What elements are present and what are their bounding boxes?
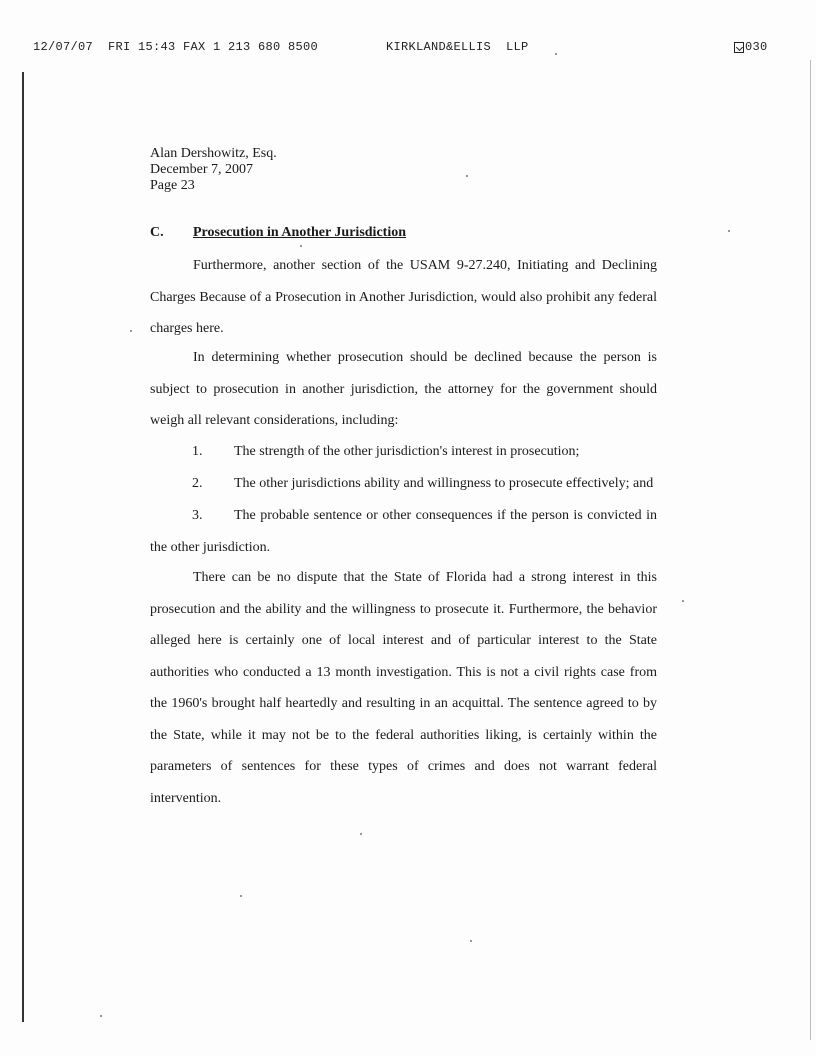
fax-page-counter <box>734 40 768 54</box>
body-paragraph: In determining whether prosecution should be declined because the person is subject to prosecution in another jurisdiction, the attorney for the government should weigh all relevant considerations, including: <box>150 350 657 428</box>
scan-edge-line <box>22 72 24 1022</box>
list-number: 3. <box>192 508 203 523</box>
letter-addressee-block <box>150 146 277 194</box>
fax-transmission-line: 12/07/07 FRI 15:43 FAX 1 213 680 8500 <box>33 40 319 54</box>
section-letter: C. <box>150 225 164 240</box>
fax-header <box>0 40 816 56</box>
scan-speck <box>240 895 242 897</box>
addressee-name: Alan Dershowitz, Esq. <box>150 146 277 161</box>
fax-page-icon <box>734 42 744 53</box>
list-text: The probable sentence or other consequences if the person is convicted in the other jurisdiction. <box>150 508 657 555</box>
list-item <box>192 436 658 468</box>
list-number: 2. <box>192 476 203 491</box>
body-paragraph: There can be no dispute that the State of Florida had a strong interest in this prosecution and the ability and the willingness to prosecute it. Furthermore, the behavior alleged here is certainly one of local interest and of particular interest to the State authorities who conducted a 13 month investigation. This is not a civil rights case from the 1960's brought half heartedly and resulting in an acquittal. The sentence agreed to by the State, while it may not be to the federal authorities liking, is certainly within the parameters of sentences for these types of crimes and does not warrant federal intervention. <box>150 570 657 806</box>
scan-speck <box>728 230 730 232</box>
section-heading <box>150 225 406 241</box>
list-item <box>150 500 657 563</box>
scan-speck <box>360 833 362 835</box>
list-item <box>192 468 658 500</box>
fax-sender-firm: KIRKLAND&ELLIS LLP <box>386 40 529 54</box>
scan-speck <box>555 53 557 55</box>
page-reference: Page 23 <box>150 178 195 193</box>
section-title: Prosecution in Another Jurisdiction <box>193 225 407 240</box>
letter-date: December 7, 2007 <box>150 162 254 177</box>
scan-edge-line <box>810 60 811 1040</box>
scan-speck <box>300 245 302 247</box>
scan-speck <box>130 330 132 332</box>
list-text: The other jurisdictions ability and willingness to prosecute effectively; and <box>234 476 654 491</box>
list-number: 1. <box>192 444 203 459</box>
body-paragraph: Furthermore, another section of the USAM 9-27.240, Initiating and Declining Charges Because of a Prosecution in Another Jurisdiction, would also prohibit any federal charges here. <box>150 258 657 336</box>
fax-page-number: 030 <box>745 40 768 54</box>
list-text: The strength of the other jurisdiction's interest in prosecution; <box>234 444 580 459</box>
scan-speck <box>466 175 468 177</box>
scan-speck <box>470 940 472 942</box>
scan-speck <box>682 600 684 602</box>
scan-speck <box>100 1015 102 1017</box>
